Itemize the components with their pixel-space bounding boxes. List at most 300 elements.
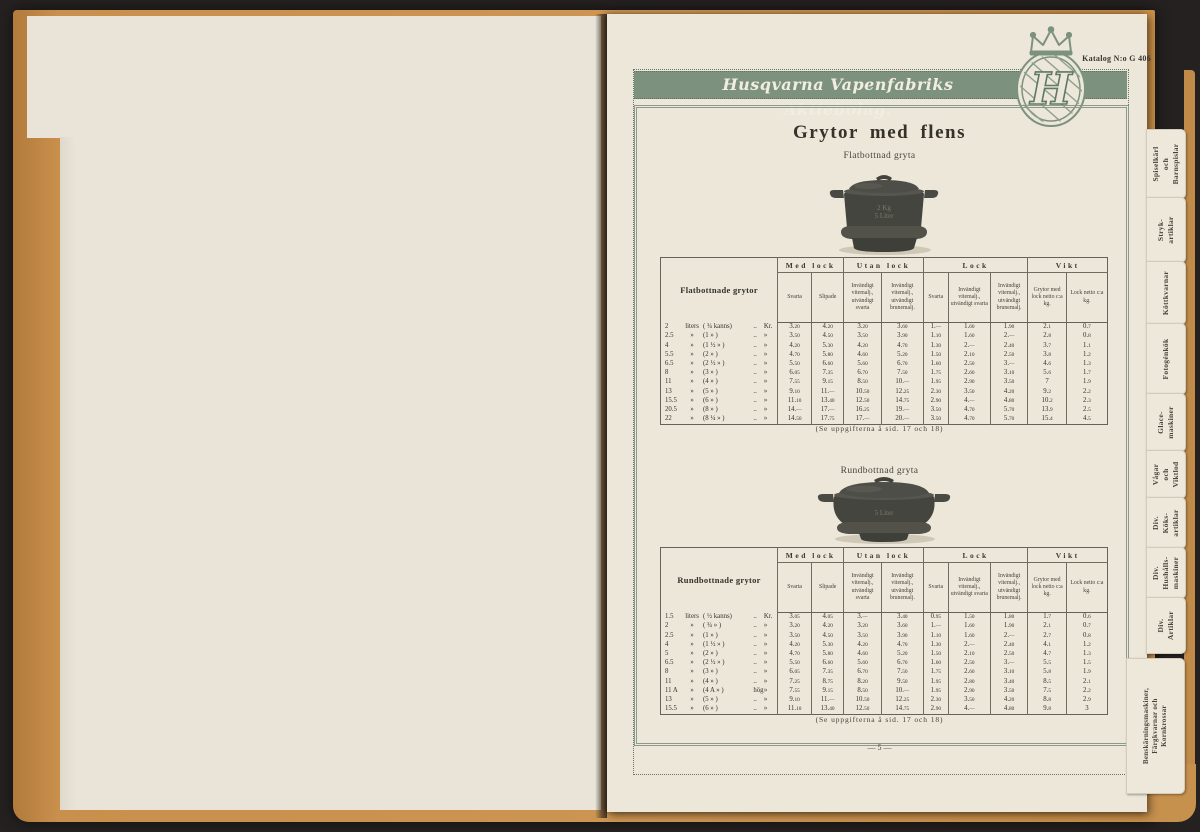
price-cell: 5.50	[778, 360, 812, 369]
column-header: Invändigt vitemalj., utvändigt brunemalj.	[990, 273, 1028, 323]
price-cell: 1.30	[923, 341, 948, 350]
price-cell: 5.80	[812, 650, 844, 659]
price-cell: 1.90	[990, 622, 1028, 631]
price-cell: 2.5	[1066, 406, 1107, 415]
pot-embossed-label-line1: 2 Kg	[877, 204, 891, 212]
price-cell: 8.50	[844, 378, 882, 387]
price-cell: 5.20	[881, 351, 923, 360]
index-tab-label: Köttkvarnar	[1161, 270, 1171, 316]
size-label-cell: 2.5 » (1 » ) .. »	[665, 332, 768, 340]
price-cell: 5.30	[812, 341, 844, 350]
price-cell: 19.—	[881, 406, 923, 415]
column-header: Lock netto c:a kg.	[1066, 563, 1107, 613]
price-cell: 14.75	[881, 397, 923, 406]
price-cell: 2.—	[948, 641, 990, 650]
table-row	[661, 696, 1108, 705]
price-cell: 5.60	[844, 659, 882, 668]
index-tab-div-artiklar	[1146, 597, 1186, 654]
price-cell: 3.50	[990, 378, 1028, 387]
index-tab-stryk-artiklar	[1146, 197, 1186, 263]
price-cell: 4.6	[1028, 360, 1066, 369]
table-row	[661, 406, 1108, 415]
round-bottom-pot-illustration	[807, 472, 961, 546]
column-group-header: Med lock	[778, 258, 844, 273]
price-cell: 3.20	[844, 622, 882, 631]
column-group-header: Lock	[923, 548, 1028, 563]
price-cell: 2.50	[990, 351, 1028, 360]
price-cell: 1.—	[923, 323, 948, 333]
column-header: Invändigt vitemalj., utvändigt brunemalj.	[990, 563, 1028, 613]
price-cell: 4.20	[990, 696, 1028, 705]
price-cell: 1.2	[1066, 641, 1107, 650]
left-blank-page-top	[27, 16, 601, 138]
price-cell: 11.10	[778, 705, 812, 715]
price-cell: 1.75	[923, 668, 948, 677]
price-cell: 1.9	[1066, 378, 1107, 387]
price-cell: 4.70	[948, 415, 990, 425]
price-cell: 9.15	[812, 687, 844, 696]
price-cell: 4.70	[881, 641, 923, 650]
price-cell: 2.50	[990, 650, 1028, 659]
price-cell: 12.25	[881, 387, 923, 396]
table-row	[661, 705, 1108, 715]
index-tab-label: Färgkvarnar och	[1150, 698, 1159, 754]
table-row	[661, 369, 1108, 378]
price-cell: 1.60	[923, 659, 948, 668]
price-cell: 2.30	[923, 387, 948, 396]
index-tab-label: Div.	[1151, 516, 1161, 530]
column-group-header: Med lock	[778, 548, 844, 563]
table-row	[661, 659, 1108, 668]
size-label-cell: 2 » ( ¾ » ) .. »	[665, 622, 768, 630]
price-cell: 3.7	[1028, 341, 1066, 350]
index-tab-label: Stryk-	[1156, 218, 1166, 242]
column-header: Invändigt vitemalj., utvändigt brunemalj.	[881, 563, 923, 613]
price-cell: 12.50	[844, 397, 882, 406]
size-label-cell: 4 » (1 ½ » ) .. »	[665, 341, 768, 349]
index-tab-label: maskiner	[1166, 406, 1175, 439]
column-header: Invändigt vitemalj., utvändigt svarta	[844, 273, 882, 323]
price-cell: 9.10	[778, 387, 812, 396]
size-label-cell: 11 » (4 » ) .. »	[665, 677, 768, 685]
price-cell: 6.60	[812, 360, 844, 369]
price-cell: 17.75	[812, 415, 844, 425]
index-tab-label: Benskärningsmaskiner,	[1141, 687, 1150, 765]
column-header: Grytor med lock netto c:a kg.	[1028, 563, 1066, 613]
price-cell: 2.50	[948, 659, 990, 668]
index-tab-label: Kornkrossar	[1160, 705, 1169, 747]
price-cell: 6.70	[881, 659, 923, 668]
price-cell: 4.20	[778, 641, 812, 650]
table-row	[661, 641, 1108, 650]
price-cell: 1.60	[923, 360, 948, 369]
column-header: Svarta	[778, 563, 812, 613]
price-cell: 4.60	[844, 351, 882, 360]
price-cell: 3.8	[1028, 351, 1066, 360]
column-group-header: Lock	[923, 258, 1028, 273]
price-cell: 4.50	[812, 631, 844, 640]
price-cell: 1.7	[1028, 613, 1066, 623]
price-cell: 1.9	[1066, 668, 1107, 677]
index-tab-vågar-och-viktlod	[1146, 450, 1186, 499]
price-cell: 2.10	[948, 650, 990, 659]
pot-embossed-label-line2: 5 Liter	[874, 212, 894, 220]
price-cell: 0.6	[1066, 613, 1107, 623]
price-cell: 1.60	[948, 323, 990, 333]
index-tab-label: maskiner	[1170, 556, 1180, 590]
index-tab-spiselkärl-och-barnspislar	[1146, 129, 1186, 199]
price-cell: 2.1	[1066, 677, 1107, 686]
table-row	[661, 341, 1108, 350]
price-cell: 5.80	[812, 351, 844, 360]
price-cell: 1.50	[948, 613, 990, 623]
price-cell: 4.70	[778, 351, 812, 360]
price-cell: 17.—	[812, 406, 844, 415]
price-cell: 1.2	[1066, 351, 1107, 360]
price-cell: 2.7	[1028, 631, 1066, 640]
size-label-cell: 4 » (1 ½ » ) .. »	[665, 640, 768, 648]
logo-monogram-letter: H	[1030, 64, 1072, 115]
table-row	[661, 332, 1108, 341]
price-cell: 2.30	[923, 696, 948, 705]
price-cell: 1.5	[1066, 659, 1107, 668]
price-cell: 3.50	[923, 415, 948, 425]
catalog-page	[607, 14, 1151, 812]
column-header: Slipade	[812, 273, 844, 323]
price-cell: 10.50	[844, 387, 882, 396]
price-cell: 1.—	[923, 622, 948, 631]
section-1-footnote: (Se uppgifterna å sid. 17 och 18)	[815, 424, 944, 433]
size-label-cell: 1.5 liters ( ½ kanns) .. Kr.	[665, 612, 773, 620]
price-cell: 11.—	[812, 696, 844, 705]
index-tab-label: Köks-	[1161, 512, 1171, 534]
size-label-cell: 13 » (5 » ) .. »	[665, 695, 768, 703]
flat-bottom-pot-illustration	[821, 166, 947, 258]
index-tab-label: Vågar	[1151, 463, 1161, 486]
left-blank-page	[60, 137, 601, 810]
section-2-footnote: (Se uppgifterna å sid. 17 och 18)	[815, 715, 944, 724]
price-cell: 2.8	[1028, 332, 1066, 341]
price-cell: 5.5	[1028, 659, 1066, 668]
price-cell: 1.30	[923, 641, 948, 650]
price-cell: 3.40	[881, 613, 923, 623]
price-cell: 8.8	[1028, 696, 1066, 705]
price-cell: 8.75	[812, 677, 844, 686]
price-cell: 8.50	[844, 687, 882, 696]
column-header: Lock netto c:a kg.	[1066, 273, 1107, 323]
price-cell: 2.60	[948, 369, 990, 378]
section-1-subtitle: Flatbottnad gryta	[843, 151, 916, 161]
price-cell: 3.05	[778, 613, 812, 623]
price-cell: 6.70	[844, 369, 882, 378]
price-cell: 17.—	[844, 415, 882, 425]
size-label-cell: 20.5 » (8 » ) .. »	[665, 405, 768, 413]
table-row	[661, 613, 1108, 623]
price-cell: 1.3	[1066, 360, 1107, 369]
column-group-header: Utan lock	[844, 258, 924, 273]
index-tab-label: artiklar	[1166, 216, 1175, 244]
price-cell: 1.95	[923, 677, 948, 686]
price-cell: 4.1	[1028, 641, 1066, 650]
price-cell: 20.—	[881, 415, 923, 425]
price-cell: 1.95	[923, 687, 948, 696]
price-cell: 3.—	[990, 360, 1028, 369]
price-cell: 3.10	[990, 668, 1028, 677]
price-cell: 7.55	[778, 378, 812, 387]
column-header: Svarta	[923, 273, 948, 323]
column-header: Grytor med lock netto c:a kg.	[1028, 273, 1066, 323]
price-cell: 0.7	[1066, 622, 1107, 631]
price-cell: 0.8	[1066, 332, 1107, 341]
price-cell: 8.20	[844, 677, 882, 686]
table-row	[661, 387, 1108, 396]
size-label-cell: 6.5 » (2 ½ » ) .. »	[665, 659, 768, 667]
price-cell: 4.50	[812, 332, 844, 341]
size-label-cell: 22 » (8 ¼ » ) .. »	[665, 415, 768, 423]
price-cell: 5.70	[990, 415, 1028, 425]
index-tab-label: Artiklar	[1166, 610, 1175, 641]
price-cell: 3.60	[881, 323, 923, 333]
price-cell: 0.8	[1066, 631, 1107, 640]
price-cell: 3.20	[844, 323, 882, 333]
column-header: Invändigt vitemalj., utvändigt svarta	[948, 273, 990, 323]
price-cell: 0.7	[1066, 323, 1107, 333]
table-row	[661, 378, 1108, 387]
price-cell: 3	[1066, 705, 1107, 715]
column-header: Svarta	[923, 563, 948, 613]
page-number: — 5 —	[867, 743, 892, 752]
table-row	[661, 668, 1108, 677]
price-cell: 5.8	[1028, 668, 1066, 677]
price-cell: 7.50	[881, 668, 923, 677]
price-cell: 9.50	[881, 677, 923, 686]
index-tab-label: Fotogénkök	[1161, 338, 1171, 380]
price-cell: 7.50	[881, 369, 923, 378]
price-cell: 10.—	[881, 687, 923, 696]
price-cell: 4.20	[778, 341, 812, 350]
price-cell: 3.—	[990, 659, 1028, 668]
price-cell: 2.80	[948, 677, 990, 686]
size-label-cell: 2.5 » (1 » ) .. »	[665, 631, 768, 639]
column-header: Svarta	[778, 273, 812, 323]
price-cell: 9.8	[1028, 705, 1066, 715]
price-cell: 13.9	[1028, 406, 1066, 415]
table-row-header: Flatbottnade grytor	[661, 258, 778, 323]
price-cell: 4.70	[948, 406, 990, 415]
index-tab-label: Div.	[1156, 618, 1166, 633]
table-row	[661, 631, 1108, 640]
price-cell: 3.60	[881, 622, 923, 631]
price-cell: 4.20	[844, 341, 882, 350]
price-cell: 3.50	[948, 696, 990, 705]
size-label-cell: 13 » (5 » ) .. »	[665, 387, 768, 395]
index-tab-label: Barnspislar	[1170, 143, 1180, 185]
section-2-subtitle: Rundbottnad gryta	[840, 466, 919, 476]
price-table	[660, 257, 1108, 425]
price-cell: 1.95	[923, 378, 948, 387]
price-cell: 3.50	[778, 332, 812, 341]
price-cell: 1.3	[1066, 650, 1107, 659]
price-cell: 5.50	[778, 659, 812, 668]
price-cell: 3.90	[881, 631, 923, 640]
price-cell: 10.50	[844, 696, 882, 705]
price-cell: 11.10	[778, 397, 812, 406]
table-row-header: Rundbottnade grytor	[661, 548, 778, 613]
price-cell: 2.—	[990, 631, 1028, 640]
table-row	[661, 351, 1108, 360]
price-cell: 2.90	[948, 378, 990, 387]
price-cell: 3.50	[844, 332, 882, 341]
price-cell: 2.50	[948, 360, 990, 369]
price-cell: 3.—	[844, 613, 882, 623]
price-cell: 1.50	[923, 650, 948, 659]
price-cell: 1.7	[1066, 369, 1107, 378]
flat-bottom-price-table	[660, 257, 1108, 425]
price-cell: 1.50	[923, 351, 948, 360]
price-cell: 5.70	[990, 406, 1028, 415]
price-cell: 3.40	[990, 677, 1028, 686]
size-label-cell: 2 liters ( ¾ kanns) .. Kr.	[665, 322, 773, 330]
table-row	[661, 687, 1108, 696]
price-cell: 1.75	[923, 369, 948, 378]
size-label-cell: 15.5 » (6 » ) .. »	[665, 705, 768, 713]
price-cell: 8.5	[1028, 677, 1066, 686]
price-cell: 4.80	[990, 705, 1028, 715]
price-cell: 2.1	[1028, 323, 1066, 333]
price-cell: 6.05	[778, 668, 812, 677]
price-cell: 4.—	[948, 705, 990, 715]
column-header: Invändigt vitemalj., utvändigt svarta	[948, 563, 990, 613]
pot-embossed-label: 5 Liter	[874, 509, 894, 517]
price-cell: 16.25	[844, 406, 882, 415]
price-cell: 5.20	[881, 650, 923, 659]
price-cell: 3.20	[778, 622, 812, 631]
company-name: Husqvarna Vapenfabriks Aktiebolag.	[722, 75, 954, 119]
price-cell: 4.5	[1066, 415, 1107, 425]
price-cell: 5.6	[1028, 369, 1066, 378]
price-cell: 1.80	[990, 613, 1028, 623]
price-cell: 4.70	[778, 650, 812, 659]
price-cell: 4.20	[812, 622, 844, 631]
table-row	[661, 360, 1108, 369]
table-row	[661, 622, 1108, 631]
price-cell: 2.—	[948, 341, 990, 350]
price-cell: 6.05	[778, 369, 812, 378]
table-row	[661, 650, 1108, 659]
price-cell: 2.3	[1066, 397, 1107, 406]
price-cell: 3.50	[948, 387, 990, 396]
price-cell: 4.05	[812, 613, 844, 623]
price-cell: 2.90	[923, 705, 948, 715]
price-cell: 7.35	[812, 668, 844, 677]
index-tab-label: Spiselkärl	[1151, 146, 1161, 182]
price-cell: 4.7	[1028, 650, 1066, 659]
price-cell: 3.50	[923, 406, 948, 415]
price-cell: 9.2	[1028, 387, 1066, 396]
price-cell: 2.10	[948, 351, 990, 360]
index-tab-div-hushålls-maskiner	[1146, 547, 1186, 599]
price-cell: 1.10	[923, 631, 948, 640]
price-cell: 3.10	[990, 369, 1028, 378]
price-cell: 4.20	[812, 323, 844, 333]
price-cell: 3.50	[990, 687, 1028, 696]
index-tab-benskärningsmaskiner-färgkvarnar-och-kornkrossar	[1126, 658, 1185, 794]
index-tab-label: och	[1161, 157, 1171, 171]
price-cell: 6.60	[812, 659, 844, 668]
index-tab-label: Hushålls-	[1161, 556, 1171, 590]
price-cell: 3.50	[778, 631, 812, 640]
column-header: Invändigt vitemalj., utvändigt brunemalj.	[881, 273, 923, 323]
price-cell: 3.20	[778, 323, 812, 333]
price-cell: 12.25	[881, 696, 923, 705]
price-cell: 7.35	[812, 369, 844, 378]
price-table	[660, 547, 1108, 715]
price-cell: 9.15	[812, 378, 844, 387]
price-cell: 2.2	[1066, 387, 1107, 396]
price-cell: 6.70	[881, 360, 923, 369]
index-tab-label: artiklar	[1170, 509, 1180, 537]
catalog-number: Katalog N:o G 406	[1082, 54, 1151, 63]
price-cell: 11.—	[812, 387, 844, 396]
table-row	[661, 323, 1108, 333]
price-cell: 4.60	[844, 650, 882, 659]
price-cell: 1.60	[948, 622, 990, 631]
price-cell: 5.60	[844, 360, 882, 369]
price-cell: 14.—	[778, 406, 812, 415]
price-cell: 3.50	[844, 631, 882, 640]
price-cell: 2.1	[1028, 622, 1066, 631]
price-cell: 14.50	[778, 415, 812, 425]
index-tab-glace-maskiner	[1146, 393, 1186, 452]
price-cell: 10.—	[881, 378, 923, 387]
price-cell: 14.75	[881, 705, 923, 715]
size-label-cell: 5.5 » (2 » ) .. »	[665, 350, 768, 358]
price-cell: 2.90	[948, 687, 990, 696]
column-group-header: Vikt	[1028, 258, 1108, 273]
price-cell: 2.90	[923, 397, 948, 406]
index-tab-label: Glace-	[1156, 411, 1166, 434]
price-cell: 1.10	[923, 332, 948, 341]
crown-icon	[1030, 27, 1072, 55]
price-cell: 9.10	[778, 696, 812, 705]
column-group-header: Vikt	[1028, 548, 1108, 563]
size-label-cell: 11 A » (4 A » ) hög »	[665, 686, 768, 694]
price-cell: 3.90	[881, 332, 923, 341]
price-cell: 13.40	[812, 705, 844, 715]
price-cell: 2.9	[1066, 696, 1107, 705]
price-cell: 7.5	[1028, 687, 1066, 696]
price-cell: 1.60	[948, 631, 990, 640]
price-cell: 5.30	[812, 641, 844, 650]
price-cell: 7.25	[778, 677, 812, 686]
price-cell: 2.40	[990, 341, 1028, 350]
price-cell: 0.95	[923, 613, 948, 623]
price-cell: 2.60	[948, 668, 990, 677]
size-label-cell: 6.5 » (2 ½ » ) .. »	[665, 359, 768, 367]
size-label-cell: 11 » (4 » ) .. »	[665, 378, 768, 386]
price-cell: 15.4	[1028, 415, 1066, 425]
column-header: Invändigt vitemalj., utvändigt svarta	[844, 563, 882, 613]
price-cell: 4.70	[881, 341, 923, 350]
price-cell: 4.80	[990, 397, 1028, 406]
index-tab-label: Viktlod	[1170, 461, 1180, 488]
page-title: Grytor med flens	[793, 122, 966, 143]
price-cell: 2.40	[990, 641, 1028, 650]
price-cell: 4.20	[844, 641, 882, 650]
price-cell: 12.50	[844, 705, 882, 715]
price-cell: 1.90	[990, 323, 1028, 333]
column-header: Slipade	[812, 563, 844, 613]
